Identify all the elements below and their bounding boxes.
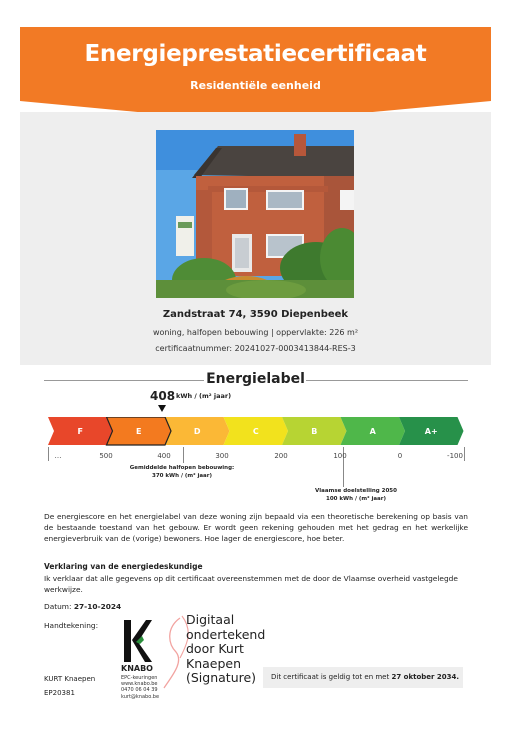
logo-name: KNABO <box>121 664 153 673</box>
energy-score: 408 <box>150 389 176 403</box>
energy-label-bar <box>48 417 468 447</box>
document-title: Energieprestatiecertificaat <box>84 41 427 67</box>
house-photo <box>156 130 354 298</box>
scale-tick: 500 <box>99 452 113 460</box>
average-note-line1: Gemiddelde halfopen bebouwing: <box>129 465 235 471</box>
signature-line: ondertekend <box>186 626 266 642</box>
score-marker-icon <box>158 405 166 412</box>
knabo-logo <box>122 618 152 664</box>
target-note-line1: Vlaamse doelstelling 2050 <box>315 488 397 494</box>
logo-line: www.knabo.be <box>121 681 158 688</box>
document-subtitle: Residentiële eenheid <box>190 79 321 92</box>
logo-line: kurt@knabo.be <box>121 693 160 700</box>
energy-score-unit: kWh / (m² jaar) <box>176 392 232 400</box>
scale-tick: … <box>54 452 62 460</box>
signature-line: Digitaal <box>186 612 235 627</box>
validity-text: Dit certificaat is geldig tot en met <box>271 673 390 681</box>
date-label: Datum: <box>44 602 72 611</box>
expert-name: KURT Knaepen <box>44 675 96 683</box>
signature-line: door Kurt <box>186 641 244 656</box>
logo-details <box>121 675 159 700</box>
validity-date: 27 oktober 2034. <box>391 673 460 681</box>
scale-tick: 400 <box>157 452 171 460</box>
label-text: D <box>193 427 201 436</box>
average-note <box>122 464 242 480</box>
date-line <box>44 602 121 611</box>
average-note-line2: 370 kWh / (m² jaar) <box>152 473 212 479</box>
declaration-title: Verklaring van de energiedeskundige <box>44 562 203 571</box>
label-text: B <box>311 427 318 436</box>
certificate-number: certificaatnummer: 20241027-0003413844-RES-3 <box>155 344 356 353</box>
signature-line: (Signature) <box>186 670 257 685</box>
expert-number: EP20381 <box>44 689 75 697</box>
logo-line: EPC-keuringen <box>121 675 158 681</box>
scale-tick: 300 <box>215 452 229 460</box>
property-info: woning, halfopen bebouwing | oppervlakte: 226 m² <box>152 328 359 337</box>
scale-tick: 100 <box>333 452 347 460</box>
signature-label: Handtekening: <box>44 621 99 630</box>
energielabel-title: Energielabel <box>206 371 305 387</box>
average-marker-line <box>183 447 184 463</box>
scale-edge-line-right <box>464 447 465 461</box>
scale-tick: 200 <box>274 452 288 460</box>
label-text: E <box>136 427 142 436</box>
scale-edge-line <box>48 447 49 461</box>
label-text: A+ <box>424 427 438 436</box>
signature-line: Knaepen <box>186 655 242 671</box>
explanation-text: De energiescore en het energielabel van deze woning zijn bepaald via een theoretische berekening op basis van de bestaande toestand van het gebouw. Er wordt geen rekening gehouden met het gedrag en het werkelijke energieverbruik van de (vorige) bewoners. Hoe lager de energiescore, hoe beter. <box>44 512 468 543</box>
header-banner <box>20 27 491 123</box>
scale-tick: -100 <box>447 452 463 460</box>
scale-tick: 0 <box>397 452 403 460</box>
label-text: A <box>369 427 376 436</box>
target-note <box>296 487 416 503</box>
label-text: C <box>252 427 259 436</box>
declaration-text: Ik verklaar dat alle gegevens op dit certificaat overeenstemmen met de door de Vlaamse overheid vastgelegde werkwijze. <box>44 574 458 594</box>
label-text: F <box>77 427 83 436</box>
date-value: 27-10-2024 <box>73 602 122 611</box>
logo-line: 0470 06 04 39 <box>121 687 158 694</box>
validity-box <box>263 667 463 688</box>
property-address: Zandstraat 74, 3590 Diepenbeek <box>162 309 349 320</box>
target-note-line2: 100 kWh / (m² jaar) <box>326 496 386 502</box>
